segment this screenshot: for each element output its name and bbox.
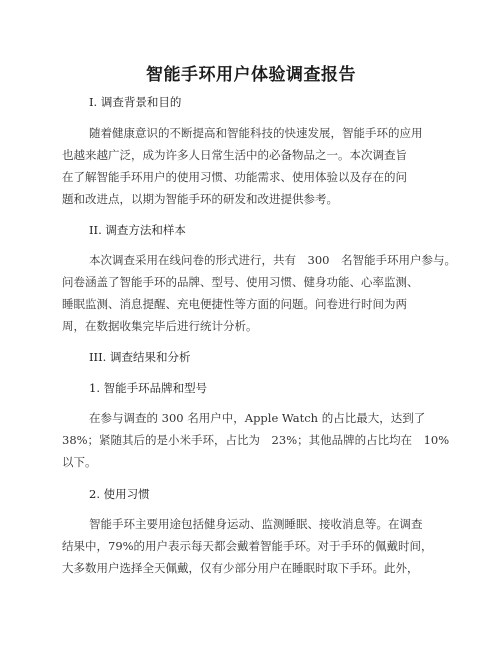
paragraph-line: 问卷涵盖了智能手环的品牌、型号、使用习惯、健身功能、心率监测、 xyxy=(62,275,419,289)
section-heading-background: I. 调查背景和目的 xyxy=(89,95,182,109)
paragraph-line: 睡眠监测、消息提醒、充电便捷性等方面的问题。问卷进行时间为两 xyxy=(62,297,407,311)
paragraph-line: 也越来越广泛，成为许多人日常生活中的必备物品之一。本次调查旨 xyxy=(62,148,407,162)
paragraph-line: 在了解智能手环用户的使用习惯、功能需求、使用体验以及存在的问 xyxy=(62,170,407,184)
paragraph-line: 周，在数据收集完毕后进行统计分析。 xyxy=(62,319,258,333)
paragraph-line: 大多数用户选择全天佩戴，仅有少部分用户在睡眠时取下手环。此外， xyxy=(62,561,419,575)
paragraph-line: 在参与调查的 300 名用户中，Apple Watch 的占比最大，达到了 xyxy=(89,411,426,425)
paragraph-line: 题和改进点，以期为智能手环的研发和改进提供参考。 xyxy=(62,192,338,206)
subsection-heading-brand: 1. 智能手环品牌和型号 xyxy=(89,381,208,395)
paragraph-line: 以下。 xyxy=(62,455,97,469)
paragraph-line: 本次调查采用在线问卷的形式进行，共有 300 名智能手环用户参与。 xyxy=(89,253,456,267)
subsection-heading-habits: 2. 使用习惯 xyxy=(89,487,150,501)
page-title: 智能手环用户体验调查报告 xyxy=(146,65,356,85)
paragraph-line: 38%；紧随其后的是小米手环，占比为 23%；其他品牌的占比均在 10% xyxy=(62,433,450,447)
paragraph-line: 结果中，79%的用户表示每天都会戴着智能手环。对于手环的佩戴时间， xyxy=(62,539,433,553)
paragraph-line: 随着健康意识的不断提高和智能科技的快速发展，智能手环的应用 xyxy=(89,126,423,140)
paragraph-line: 智能手环主要用途包括健身运动、监测睡眠、接收消息等。在调查 xyxy=(89,517,423,531)
section-heading-method: II. 调查方法和样本 xyxy=(89,223,186,237)
section-heading-results: III. 调查结果和分析 xyxy=(89,350,191,364)
